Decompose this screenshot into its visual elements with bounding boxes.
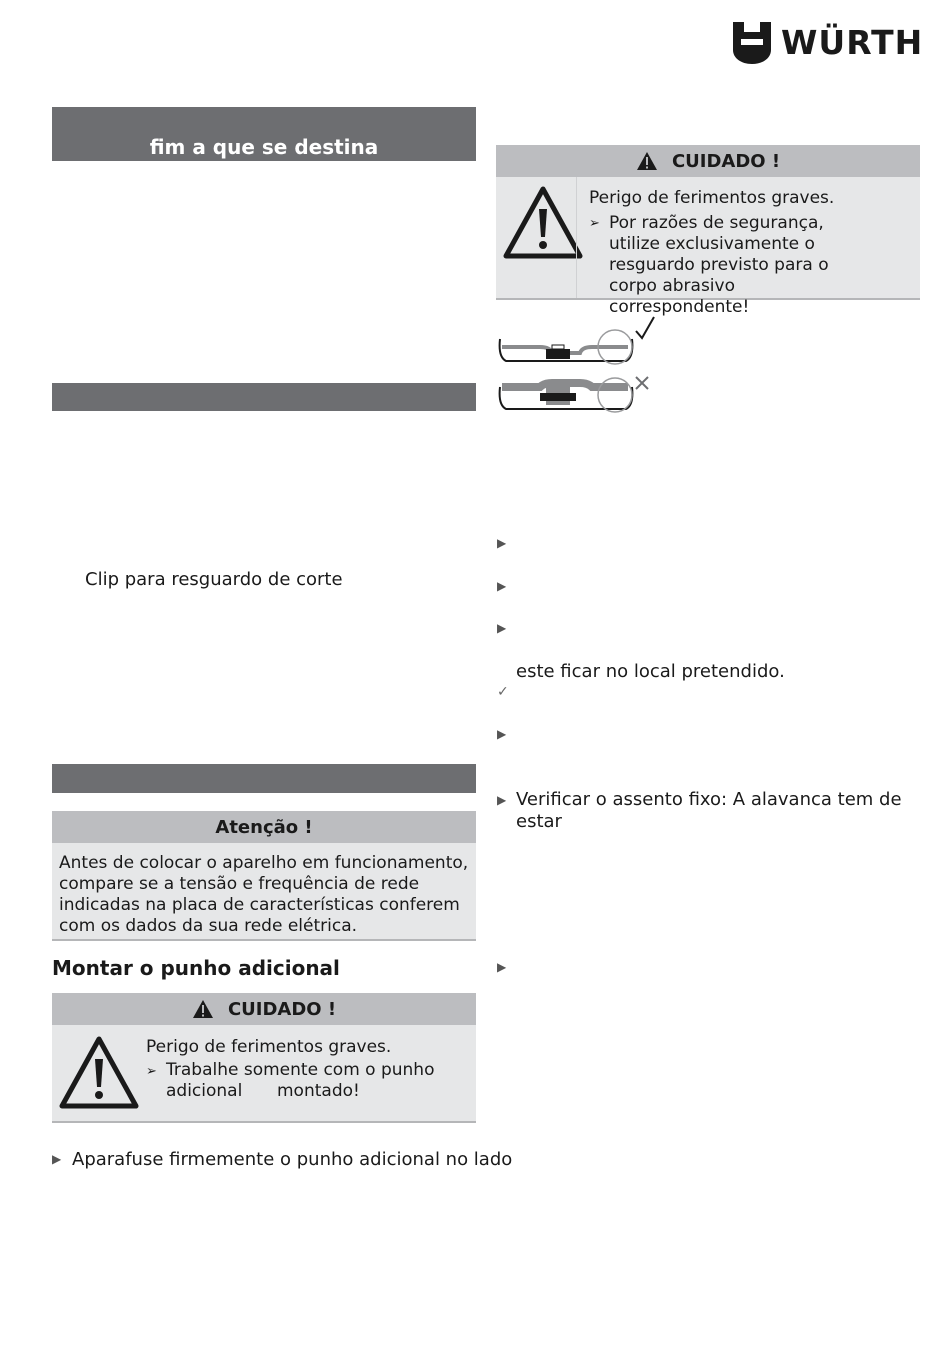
attention-title: Atenção ! (215, 816, 313, 838)
check-mark-icon (636, 317, 654, 338)
caution-right-header (496, 145, 920, 177)
arrow-bullet-icon: ➢ (146, 1064, 157, 1079)
warning-triangle-icon (192, 999, 214, 1019)
step-bullet-icon: ▶ (497, 793, 507, 807)
handle-step-text: Aparafuse firmemente o punho adicional no lado (72, 1149, 513, 1170)
step-bullet-icon: ▶ (497, 621, 507, 635)
guard-illustration (496, 313, 666, 418)
divider (576, 177, 577, 298)
caution-box-right (496, 145, 920, 317)
section-bar-purpose (52, 107, 476, 161)
caution-left-bullet-a (146, 1060, 434, 1082)
step-bullet-icon: ▶ (497, 960, 507, 974)
caution-right-bullet-text: Por razões de segurança, utilize exclusivamente o resguardo previsto para o corpo abrasivo correspondente! (609, 213, 829, 317)
caution-right-bullet (589, 213, 879, 318)
caution-box-left (52, 993, 476, 1123)
step-bullet-icon: ▶ (497, 579, 507, 593)
caution-left-title: CUIDADO ! (227, 998, 337, 1020)
attention-text: Antes de colocar o aparelho em funcionamento, compare se a tensão e frequência de rede indicadas na placa de características conferem com os dados da sua rede elétrica. (59, 853, 469, 936)
guard-correct-figure (500, 317, 654, 364)
step-bullet-icon: ▶ (497, 727, 507, 741)
caution-left-bullet-b1: adicional (166, 1081, 243, 1101)
clip-item-text: Clip para resguardo de corte (85, 569, 343, 590)
caution-right-title: CUIDADO ! (671, 150, 781, 172)
caution-left-bullet-a-text: Trabalhe somente com o punho (166, 1060, 435, 1080)
heading-handle: Montar o punho adicional (52, 956, 340, 980)
section-bar-2 (52, 383, 476, 411)
brand-name: WÜRTH (781, 23, 924, 62)
brand-logo (733, 22, 923, 64)
section-bar-3 (52, 764, 476, 793)
step-bullet-icon: ▶ (52, 1152, 62, 1166)
attention-box (52, 811, 476, 941)
check-seat-text: Verificar o assento fixo: A alavanca tem de estar (516, 789, 902, 832)
attention-header (52, 811, 476, 843)
guard-incorrect-figure (500, 377, 648, 412)
cross-mark-icon (636, 377, 648, 389)
caution-left-bullet-b2: montado! (277, 1081, 360, 1101)
local-text: este ficar no local pretendido. (516, 661, 785, 682)
caution-right-line1: Perigo de ferimentos graves. (589, 188, 835, 208)
warning-large-icon (502, 185, 584, 261)
wurth-emblem-icon (733, 22, 771, 64)
warning-triangle-icon (636, 151, 658, 171)
caution-left-line1: Perigo de ferimentos graves. (146, 1037, 392, 1057)
warning-large-icon (58, 1035, 140, 1111)
section-title-purpose: fim a que se destina (149, 135, 379, 159)
caution-left-header (52, 993, 476, 1025)
arrow-bullet-icon: ➢ (589, 216, 600, 231)
step-bullet-icon: ▶ (497, 536, 507, 550)
check-bullet-icon: ✓ (497, 684, 509, 700)
